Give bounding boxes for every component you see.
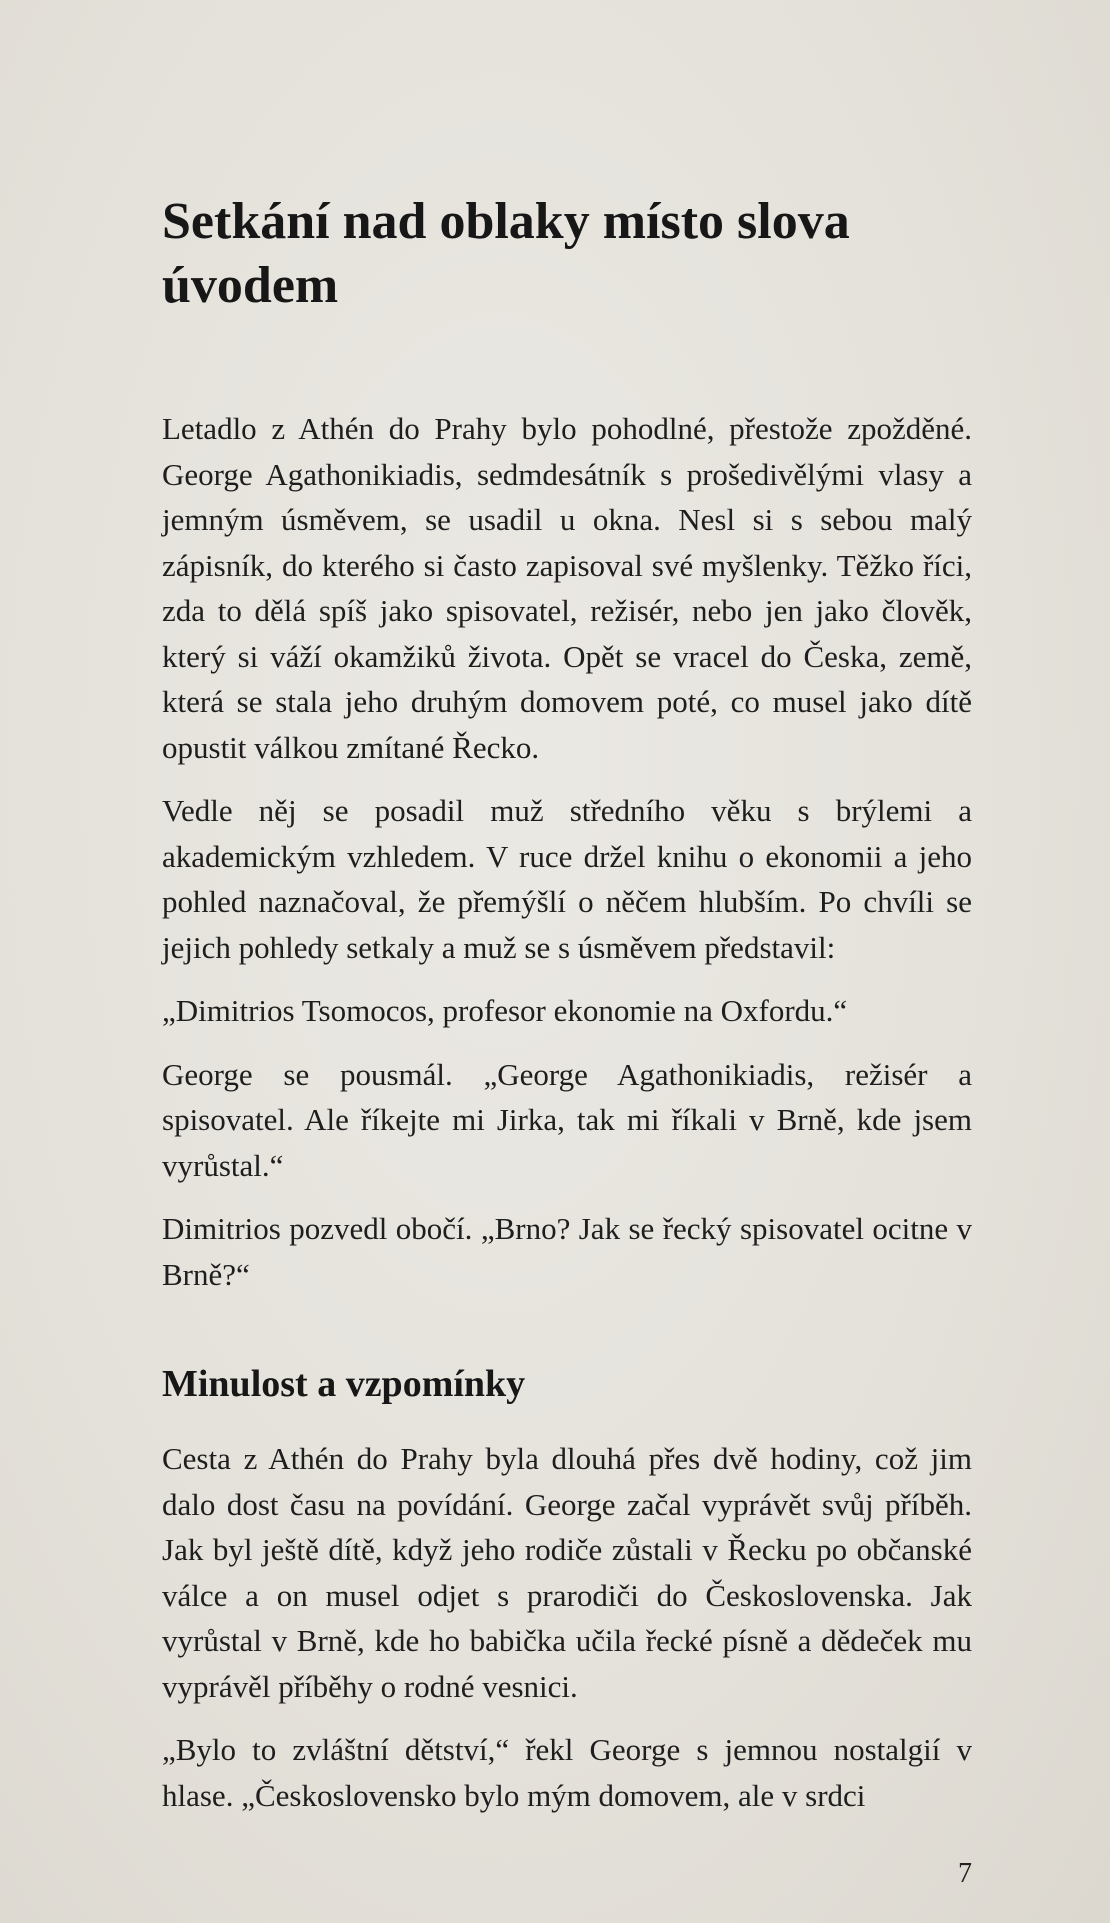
chapter-title: Setkání nad oblaky místo slova úvodem (162, 193, 850, 314)
page-number: 7 (958, 1858, 972, 1889)
paragraph-childhood-story: Cesta z Athén do Prahy byla dlouhá přes dvě hodiny, což jim dalo dost času na povídání. George začal vyprávět svůj příběh. Jak byl ještě dítě, když jeho rodiče zůstali v Řecku po občanské válce a on musel odjet s prarodiči do Československa. Jak vyrůstal v Brně, kde ho babička učila řecké písně a dědeček mu vyprávěl příběhy o rodné vesnici. (162, 1441, 972, 1704)
memories-section (162, 1436, 972, 1818)
paragraph-brno-question: Dimitrios pozvedl obočí. „Brno? Jak se řecký spisovatel ocitne v Brně?“ (162, 1211, 972, 1292)
paragraph-strange-childhood: „Bylo to zvláštní dětství,“ řekl George s jemnou nostalgií v hlase. „Československo bylo mým domovem, ale v srdci (162, 1732, 972, 1813)
intro-section (162, 406, 972, 1297)
paragraph-flight: Letadlo z Athén do Prahy bylo pohodlné, přestože zpožděné. George Agathonikiadis, sedmdesátník s prošedivělými vlasy a jemným úsměvem, se usadil u okna. Nesl si s sebou malý zápisník, do kterého si často zapisoval své myšlenky. Těžko říci, zda to dělá spíš jako spisovatel, režisér, nebo jen jako člověk, který si váží okamžiků života. Opět se vracel do Česka, země, která se stala jeho druhým domovem poté, co musel jako dítě opustit válkou zmítané Řecko. (162, 411, 972, 765)
section-heading: Minulost a vzpomínky (162, 1363, 526, 1405)
paragraph-neighbor: Vedle něj se posadil muž středního věku s brýlemi a akademickým vzhledem. V ruce držel knihu o ekonomii a jeho pohled naznačoval, že přemýšlí o něčem hlubším. Po chvíli se jejich pohledy setkaly a muž se s úsměvem představil: (162, 793, 972, 965)
paragraph-introduction-quote: „Dimitrios Tsomocos, profesor ekonomie na Oxfordu.“ (162, 993, 848, 1028)
paragraph-george-reply: George se pousmál. „George Agathonikiadis, režisér a spisovatel. Ale říkejte mi Jirka, tak mi říkali v Brně, kde jsem vyrůstal.“ (162, 1056, 972, 1183)
